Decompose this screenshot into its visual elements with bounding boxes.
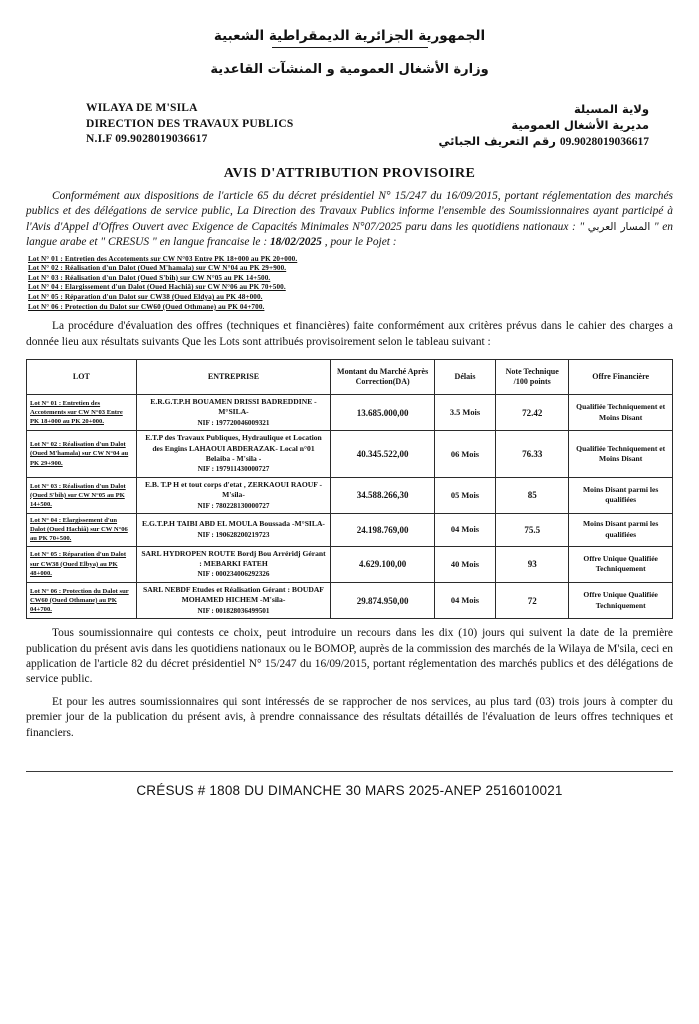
wilaya-name-ar: ولاية المسيلة bbox=[573, 102, 649, 116]
list-item: Lot N° 05 : Réparation d'un Dalot sur CW38 (Oued Eldya) au PK 48+000. bbox=[28, 293, 263, 301]
cell-note: 72 bbox=[496, 582, 569, 618]
cell-observation: Offre Unique Qualifiée Techniquement bbox=[569, 546, 673, 582]
cell-observation: Qualifiée Techniquement et Moins Disant bbox=[569, 395, 673, 431]
cell-observation: Offre Unique Qualifiée Techniquement bbox=[569, 582, 673, 618]
table-row bbox=[27, 546, 673, 582]
publication-date: 18/02/2025 bbox=[269, 236, 322, 249]
cell-note: 76.33 bbox=[496, 431, 569, 478]
identity-left bbox=[26, 101, 293, 148]
page-title: AVIS D'ATTRIBUTION PROVISOIRE bbox=[223, 166, 476, 181]
nif-left: N.I.F 09.9028019036617 bbox=[86, 133, 208, 145]
ministry-line: وزارة الأشغال العمومية و المنشآت القاعدية bbox=[210, 62, 489, 77]
intro-text-a: Conformément aux dispositions de l'article 65 du décret présidentiel N° 15/247 du 16/09/2015, portant réglementation des marchés publics et des délégations de service public, La Direction des Travaux Publics informe l'ensemble des Soumissionnaires ayant participé à l'Avis d'Appel d'Offres Ouvert avec Exigence de Capacités Minimales N°07/2025 paru dans les quotidiens nationaux : " bbox=[26, 190, 673, 233]
cell-lot: Lot N° 01 : Entretien des Accotements sur CW N°03 Entre PK 18+000 au PK 20+000. bbox=[27, 395, 137, 431]
cell-note: 85 bbox=[496, 477, 569, 513]
cell-entreprise bbox=[136, 431, 331, 478]
cell-entreprise bbox=[136, 477, 331, 513]
entreprise-name: SARL HYDROPEN ROUTE Bordj Bou Arréridj Gérant : MEBARKI FATEH bbox=[141, 548, 326, 569]
nif-row-ar bbox=[439, 133, 649, 150]
cell-delais: 05 Mois bbox=[434, 477, 495, 513]
cell-delais: 06 Mois bbox=[434, 431, 495, 478]
list-item: Lot N° 06 : Protection du Dalot sur CW60 (Oued Othmane) au PK 04+700. bbox=[28, 302, 265, 311]
identity-block bbox=[26, 101, 673, 150]
lots-list bbox=[28, 255, 673, 313]
footer-reference: CRÉSUS # 1808 DU DIMANCHE 30 MARS 2025-ANEP 2516010021 bbox=[136, 782, 563, 798]
cell-montant: 40.345.522,00 bbox=[331, 431, 435, 478]
direction-name: DIRECTION DES TRAVAUX PUBLICS bbox=[86, 117, 294, 130]
list-item: Lot N° 03 : Réalisation d'un Dalot (Oued S'bih) sur CW N°05 au PK 14+500. bbox=[28, 273, 271, 282]
cell-lot: Lot N° 05 : Réparation d'un Dalot sur CW38 (Oued Elbya) au PK 48+000. bbox=[27, 546, 137, 582]
direction-name-ar: مديرية الأشغال العمومية bbox=[511, 118, 649, 132]
entreprise-nif: NIF : 197720046009321 bbox=[197, 418, 270, 427]
cell-observation: Qualifiée Techniquement et Moins Disant bbox=[569, 431, 673, 478]
list-item: Lot N° 01 : Entretien des Accotements sur CW N°03 Entre PK 18+000 au PK 20+000. bbox=[28, 254, 298, 263]
entreprise-nif: NIF : 001828036499501 bbox=[197, 606, 270, 615]
cell-note: 93 bbox=[496, 546, 569, 582]
header-divider bbox=[272, 47, 428, 48]
entreprise-nif: NIF : 780228130000727 bbox=[197, 501, 270, 510]
national-header bbox=[26, 28, 673, 77]
wilaya-name: WILAYA DE M'SILA bbox=[86, 102, 198, 114]
cell-montant: 29.874.950,00 bbox=[331, 582, 435, 618]
cell-observation: Moins Disant parmi les qualifiées bbox=[569, 514, 673, 547]
entreprise-nif: NIF : 190628200219723 bbox=[197, 530, 270, 539]
cell-montant: 34.588.266,30 bbox=[331, 477, 435, 513]
cell-lot: Lot N° 03 : Réalisation d'un Dalot (Oued S'bih) sur CW N°05 au PK 14+500. bbox=[27, 477, 137, 513]
cell-delais: 04 Mois bbox=[434, 582, 495, 618]
entreprise-nif: NIF : 197911430000727 bbox=[197, 465, 270, 474]
cell-lot: Lot N° 04 : Elargissement d'un Dalot (Oued Hachiâ) sur CW N°06 au PK 70+500. bbox=[27, 514, 137, 547]
table-row bbox=[27, 582, 673, 618]
cell-entreprise bbox=[136, 582, 331, 618]
table-row bbox=[27, 395, 673, 431]
col-lot: LOT bbox=[27, 360, 137, 395]
table-row bbox=[27, 514, 673, 547]
cell-entreprise bbox=[136, 514, 331, 547]
cell-montant: 4.629.100,00 bbox=[331, 546, 435, 582]
cell-note: 72.42 bbox=[496, 395, 569, 431]
list-item: Lot N° 02 : Réalisation d'un Dalot (Oued M'hamala) sur CW N°04 au PK 29+900. bbox=[28, 264, 287, 273]
intro-text-b: " en langue arabe et " CRESUS " en langue francaise le : bbox=[26, 220, 673, 249]
cell-delais: 04 Mois bbox=[434, 514, 495, 547]
recourse-paragraph: Tous soumissionnaire qui contests ce choix, peut introduire un recours dans les dix (10) jours qui suivent la date de la première publication du présent avis dans les quotidiens nationaux ou le BOMOP, auprès de la commission des marchés de la Wilaya de M'sila, ceci en application de l'article 82 du décret présidentiel N° 15/247 du 16/09/2015, portant réglementation des marchés publics et des délégations de service public. bbox=[26, 627, 673, 686]
footer-divider bbox=[26, 771, 673, 772]
cell-delais: 3.5 Mois bbox=[434, 395, 495, 431]
award-table bbox=[26, 359, 673, 619]
col-entreprise: ENTREPRISE bbox=[136, 360, 331, 395]
table-row bbox=[27, 477, 673, 513]
entreprise-name: E.R.G.T.P.H BOUAMEN DRISSI BADREDDINE -M°SILA- bbox=[150, 397, 317, 417]
nif-label-ar: رقم التعريف الجبائي bbox=[438, 134, 556, 148]
cell-lot: Lot N° 06 : Protection du Dalot sur CW60 (Oued Othmane) au PK 04+700. bbox=[27, 582, 137, 618]
cell-delais: 40 Mois bbox=[434, 546, 495, 582]
cell-note: 75.5 bbox=[496, 514, 569, 547]
intro-paragraph bbox=[26, 189, 673, 251]
identity-right bbox=[439, 101, 673, 150]
entreprise-name: SARL NEBDF Etudes et Réalisation Gérant : BOUDAF MOHAMED HICHEM -M'sila- bbox=[143, 584, 324, 605]
col-offre: Offre Financière bbox=[569, 360, 673, 395]
entreprise-name: E.B. T.P H et tout corps d'etat , ZERKAOUI RAOUF -M'sila- bbox=[144, 479, 323, 500]
entreprise-name: E.G.T.P.H TAIBI ABD EL MOULA Boussada -M°SILA- bbox=[142, 519, 325, 529]
cell-montant: 24.198.769,00 bbox=[331, 514, 435, 547]
cell-entreprise bbox=[136, 395, 331, 431]
procedure-paragraph: La procédure d'évaluation des offres (techniques et financières) faite conformément aux critères prévus dans le cahier des charges a donnée lieu aux résultats suivants Que les Lots sont attribués provisoirement selon le tableau suivant : bbox=[26, 320, 673, 348]
republic-line: الجمهورية الجزائرية الديمقراطية الشعبية bbox=[213, 28, 486, 44]
col-delais: Délais bbox=[434, 360, 495, 395]
cell-montant: 13.685.000,00 bbox=[331, 395, 435, 431]
entreprise-name: E.T.P des Travaux Publiques, Hydraulique et Location des Engins LAHAOUI ABDERAZAK- Local n°01 Belaiba - M'sila - bbox=[145, 433, 322, 464]
cell-entreprise bbox=[136, 546, 331, 582]
cell-observation: Moins Disant parmi les qualifiées bbox=[569, 477, 673, 513]
newspaper-name-ar: المسار العربي bbox=[587, 220, 651, 233]
information-paragraph: Et pour les autres soumissionnaires qui sont intéressés de se rapprocher de nos services, au plus tard (03) trois jours à compter du premier jour de la publication du présent avis, à prendre connaissance des résultats détaillés de l'évaluation de leurs offres techniques et financiers. bbox=[26, 695, 673, 739]
cell-lot: Lot N° 02 : Réalisation d'un Dalot (Oued M'hamala) sur CW N°04 au PK 29+900. bbox=[27, 431, 137, 478]
entreprise-nif: NIF : 000234006292326 bbox=[197, 570, 270, 579]
list-item: Lot N° 04 : Elargissement d'un Dalot (Oued Hachiâ) sur CW N°06 au PK 70+500. bbox=[28, 283, 286, 292]
col-montant: Montant du Marché Après Correction(DA) bbox=[331, 360, 435, 395]
intro-text-c: , pour le Pojet : bbox=[324, 236, 397, 249]
col-note: Note Technique /100 points bbox=[496, 360, 569, 395]
nif-right-value: 09.9028019036617 bbox=[559, 136, 649, 148]
table-row bbox=[27, 431, 673, 478]
table-header-row bbox=[27, 360, 673, 395]
